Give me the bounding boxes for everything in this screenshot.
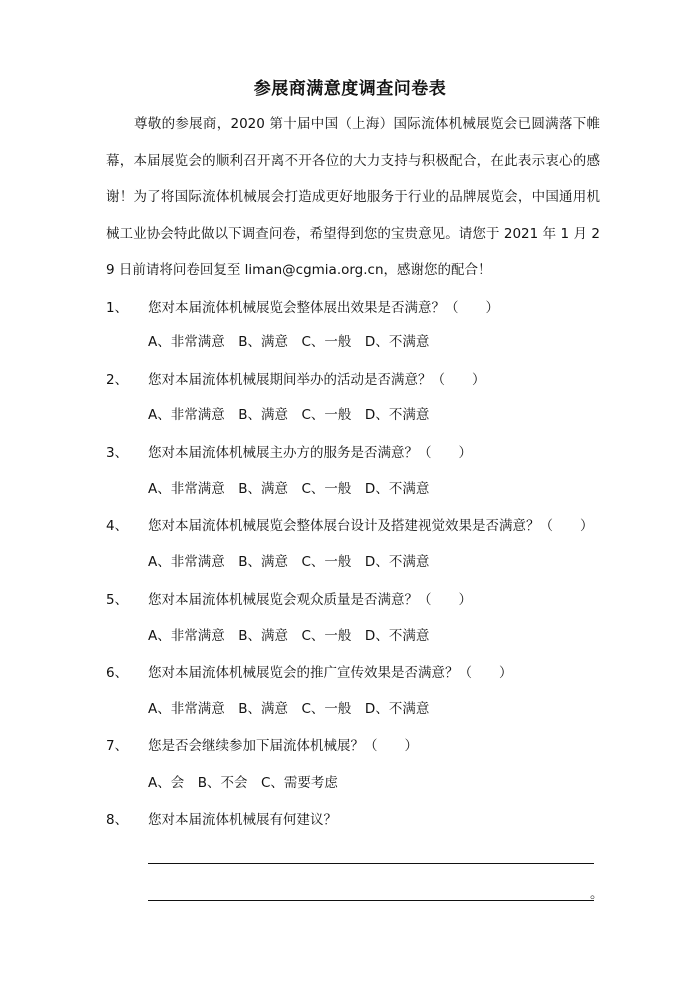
question-4-options: A、非常满意 B、满意 C、一般 D、不满意 [148, 554, 430, 570]
question-number: 7、 [106, 738, 129, 754]
page-title: 参展商满意度调查问卷表 [253, 79, 447, 99]
question-4 [106, 516, 594, 536]
question-text: 您对本届流体机械展览会观众质量是否满意？（ ） [148, 592, 472, 608]
question-7 [106, 736, 418, 756]
question-number: 4、 [106, 518, 129, 534]
end-mark: 。 [590, 886, 604, 902]
question-text: 您是否会继续参加下届流体机械展？（ ） [148, 738, 418, 754]
question-number: 6、 [106, 665, 129, 681]
question-number: 1、 [106, 300, 129, 316]
question-5-options: A、非常满意 B、满意 C、一般 D、不满意 [148, 628, 430, 644]
question-1-options: A、非常满意 B、满意 C、一般 D、不满意 [148, 334, 430, 350]
intro-paragraph: 尊敬的参展商，2020 第十届中国（上海）国际流体机械展览会已圆满落下帷幕，本届展览会的顺利召开离不开各位的大力支持与积极配合，在此表示衷心的感谢！为了将国际流体机械展会打造成更好地服务于行业的品牌展览会，中国通用机械工业协会特此做以下调查问卷，希望得到您的宝贵意见。请您于 2021 年 1 月 29 日前请将问卷回复至 liman@cgmia.org.cn，感谢您的配合！ [106, 116, 600, 278]
question-text: 您对本届流体机械展期间举办的活动是否满意？（ ） [148, 372, 486, 388]
question-text: 您对本届流体机械展览会的推广宣传效果是否满意？（ ） [148, 665, 513, 681]
question-2-options: A、非常满意 B、满意 C、一般 D、不满意 [148, 407, 430, 423]
question-1 [106, 298, 499, 318]
question-5 [106, 590, 472, 610]
question-number: 2、 [106, 372, 129, 388]
question-text: 您对本届流体机械展主办方的服务是否满意？（ ） [148, 445, 472, 461]
question-number: 3、 [106, 445, 129, 461]
answer-line-1[interactable] [148, 863, 594, 864]
answer-line-2[interactable] [148, 900, 594, 901]
question-7-options: A、会 B、不会 C、需要考虑 [148, 775, 338, 791]
question-text: 您对本届流体机械展有何建议？ [148, 812, 337, 828]
question-2 [106, 370, 486, 390]
question-number: 8、 [106, 812, 129, 828]
question-text: 您对本届流体机械展览会整体展台设计及搭建视觉效果是否满意？（ ） [148, 518, 594, 534]
question-8 [106, 810, 337, 830]
question-6 [106, 663, 513, 683]
question-3-options: A、非常满意 B、满意 C、一般 D、不满意 [148, 481, 430, 497]
question-3 [106, 443, 472, 463]
question-text: 您对本届流体机械展览会整体展出效果是否满意？（ ） [148, 300, 499, 316]
question-number: 5、 [106, 592, 129, 608]
question-6-options: A、非常满意 B、满意 C、一般 D、不满意 [148, 701, 430, 717]
